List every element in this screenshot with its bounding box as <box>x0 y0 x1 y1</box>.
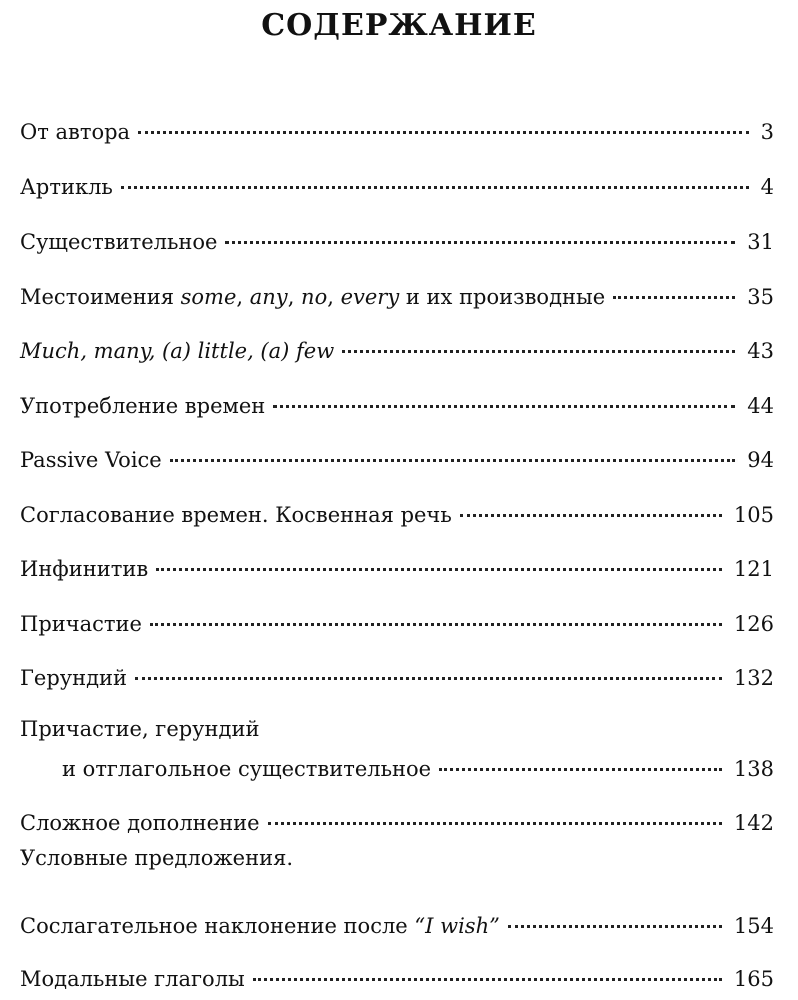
toc-entry-title <box>20 910 500 942</box>
toc-entry-title <box>20 553 148 585</box>
toc-entry-line <box>20 753 774 785</box>
toc-entry <box>20 218 774 258</box>
toc-entry <box>20 842 774 942</box>
toc-entry <box>20 108 774 148</box>
toc-entry <box>20 327 774 367</box>
toc-entry-title <box>20 608 142 640</box>
dot-leader <box>150 623 722 626</box>
toc-entry-title <box>20 444 162 476</box>
toc-page-number: 3 <box>760 120 774 144</box>
toc-entry-line <box>20 171 774 203</box>
page-title: СОДЕРЖАНИЕ <box>261 8 537 43</box>
toc-page-number: 121 <box>733 557 774 581</box>
toc-entry-title-part: Существительное <box>20 230 218 254</box>
toc-entry-title-italic: some <box>180 285 237 309</box>
toc-entry-title-part: Модальные глаголы <box>20 967 245 991</box>
toc-page-number: 4 <box>760 175 774 199</box>
toc-entry-title-part: Причастие <box>20 612 142 636</box>
toc-entry-title-part: и их производные <box>399 285 606 309</box>
toc-entry <box>20 491 774 531</box>
toc-entry-title-italic: every <box>340 285 400 309</box>
toc-entry-title-part: Сложное дополнение <box>20 811 260 835</box>
dot-leader <box>508 925 722 928</box>
toc-entry-title-part: , <box>236 285 250 309</box>
toc-page-number: 138 <box>733 757 774 781</box>
toc-entry-line <box>20 553 774 585</box>
dot-leader <box>439 768 722 771</box>
toc-entry-line <box>20 499 774 531</box>
toc-entry <box>20 382 774 422</box>
toc-entry-title <box>20 807 260 839</box>
toc-entry-title-part: От автора <box>20 120 131 144</box>
toc-page-number: 31 <box>747 230 774 254</box>
toc-entry-title <box>20 662 127 694</box>
dot-leader <box>138 131 749 134</box>
toc-page-number: 43 <box>747 339 774 363</box>
toc-entry <box>20 273 774 313</box>
toc-entry-title-part: Согласование времен. Косвенная речь <box>20 503 452 527</box>
toc-entry-title <box>20 963 245 995</box>
toc-entry-title-italic: Much, many, (a) little, (a) few <box>20 339 335 363</box>
toc-page-number: 142 <box>733 811 774 835</box>
toc-entry <box>20 713 774 785</box>
toc-entry-line <box>20 335 774 367</box>
toc-entry-line <box>20 963 774 995</box>
toc-entry-title-part: Инфинитив <box>20 557 149 581</box>
toc-entry <box>20 163 774 203</box>
toc-page-number: 94 <box>747 448 774 472</box>
toc-entry-title <box>20 171 113 203</box>
toc-entry <box>20 545 774 585</box>
toc-entry-title-part: и отглагольное существительное <box>62 757 432 781</box>
toc-entry-line <box>20 444 774 476</box>
toc-entry-title-part: Герундий <box>20 666 128 690</box>
toc-entry-title <box>20 281 605 313</box>
toc-entry-line <box>20 807 774 839</box>
toc-entry <box>20 654 774 694</box>
toc-page-number: 126 <box>733 612 774 636</box>
toc-entry-title-italic: “I wish” <box>414 914 500 938</box>
toc-page-number: 154 <box>733 914 774 938</box>
toc-entry-line <box>20 116 774 148</box>
dot-leader <box>253 978 722 981</box>
toc-entry-title-italic: any <box>249 285 288 309</box>
dot-leader <box>135 677 722 680</box>
toc-entry-line <box>20 608 774 640</box>
toc-entry-title-italic: no <box>301 285 328 309</box>
toc-entry-title <box>62 753 431 785</box>
toc-page-number: 105 <box>733 503 774 527</box>
dot-leader <box>342 350 735 353</box>
dot-leader <box>225 241 735 244</box>
toc-entry-title-part: Артикль <box>20 175 113 199</box>
toc-page-number: 132 <box>733 666 774 690</box>
toc-entry <box>20 799 774 839</box>
toc-entry <box>20 600 774 640</box>
toc-page-number: 44 <box>747 394 774 418</box>
toc-entry <box>20 436 774 476</box>
toc-entry-heading-line: Условные предложения. <box>20 846 293 870</box>
toc-entry-title <box>20 390 265 422</box>
dot-leader <box>273 405 735 408</box>
toc-entry <box>20 955 774 995</box>
dot-leader <box>156 568 722 571</box>
toc-entry-title-part: Местоимения <box>20 285 181 309</box>
dot-leader <box>460 514 722 517</box>
toc-page-number: 35 <box>747 285 774 309</box>
dot-leader <box>170 459 736 462</box>
toc-page-number: 165 <box>733 967 774 991</box>
toc-entry-line <box>20 662 774 694</box>
toc-entry-heading-line: Причастие, герундий <box>20 717 260 741</box>
toc-entry-title <box>20 335 334 367</box>
toc-entry-title-part: Сослагательное наклонение после <box>20 914 415 938</box>
toc-entry-title-part: Употребление времен <box>20 394 266 418</box>
toc-entry-line <box>20 910 774 942</box>
toc-entry-line <box>20 226 774 258</box>
toc-entry-title-part: , <box>287 285 302 309</box>
toc-entry-line <box>20 281 774 313</box>
dot-leader <box>268 822 722 825</box>
toc-entry-title <box>20 116 130 148</box>
toc-entry-line <box>20 390 774 422</box>
toc-entry-title <box>20 226 217 258</box>
toc-entry-title <box>20 499 452 531</box>
toc-entry-title-part: Passive Voice <box>20 448 162 472</box>
toc-entry-title-part: , <box>327 285 341 309</box>
dot-leader <box>121 186 749 189</box>
dot-leader <box>613 296 735 299</box>
